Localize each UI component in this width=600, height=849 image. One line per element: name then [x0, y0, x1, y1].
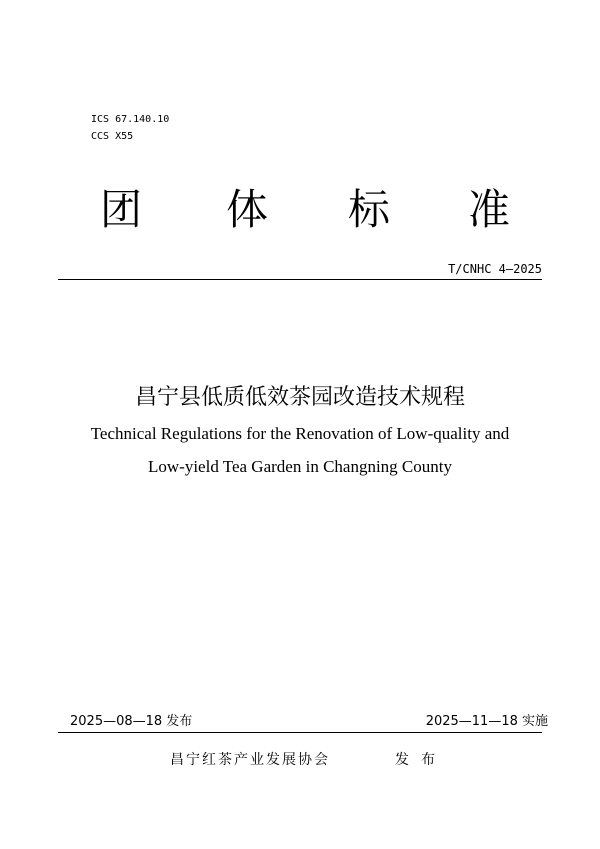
doc-type-char-4: 准 — [468, 185, 511, 234]
publish-label: 发布 — [395, 752, 447, 768]
ics-code: ICS 67.140.10 — [91, 114, 170, 125]
title-english-line-1: Technical Regulations for the Renovation of Low-quality and — [90, 424, 510, 443]
doc-type-char-2: 体 — [226, 185, 269, 234]
top-divider — [58, 279, 542, 280]
publisher-name: 昌宁红茶产业发展协会 — [170, 752, 330, 768]
ccs-code: CCS X55 — [91, 131, 134, 142]
doc-type-char-1: 团 — [100, 185, 143, 234]
implementation-date: 2025—11—18 实施 — [425, 714, 548, 729]
issue-date: 2025—08—18 发布 — [70, 714, 193, 729]
title-english-line-2: Low-yield Tea Garden in Changning County — [148, 457, 452, 476]
bottom-divider — [58, 732, 542, 733]
title-chinese: 昌宁县低质低效茶园改造技术规程 — [134, 385, 465, 410]
doc-type-char-3: 标 — [348, 185, 391, 234]
standard-number: T/CNHC 4—2025 — [448, 262, 542, 276]
